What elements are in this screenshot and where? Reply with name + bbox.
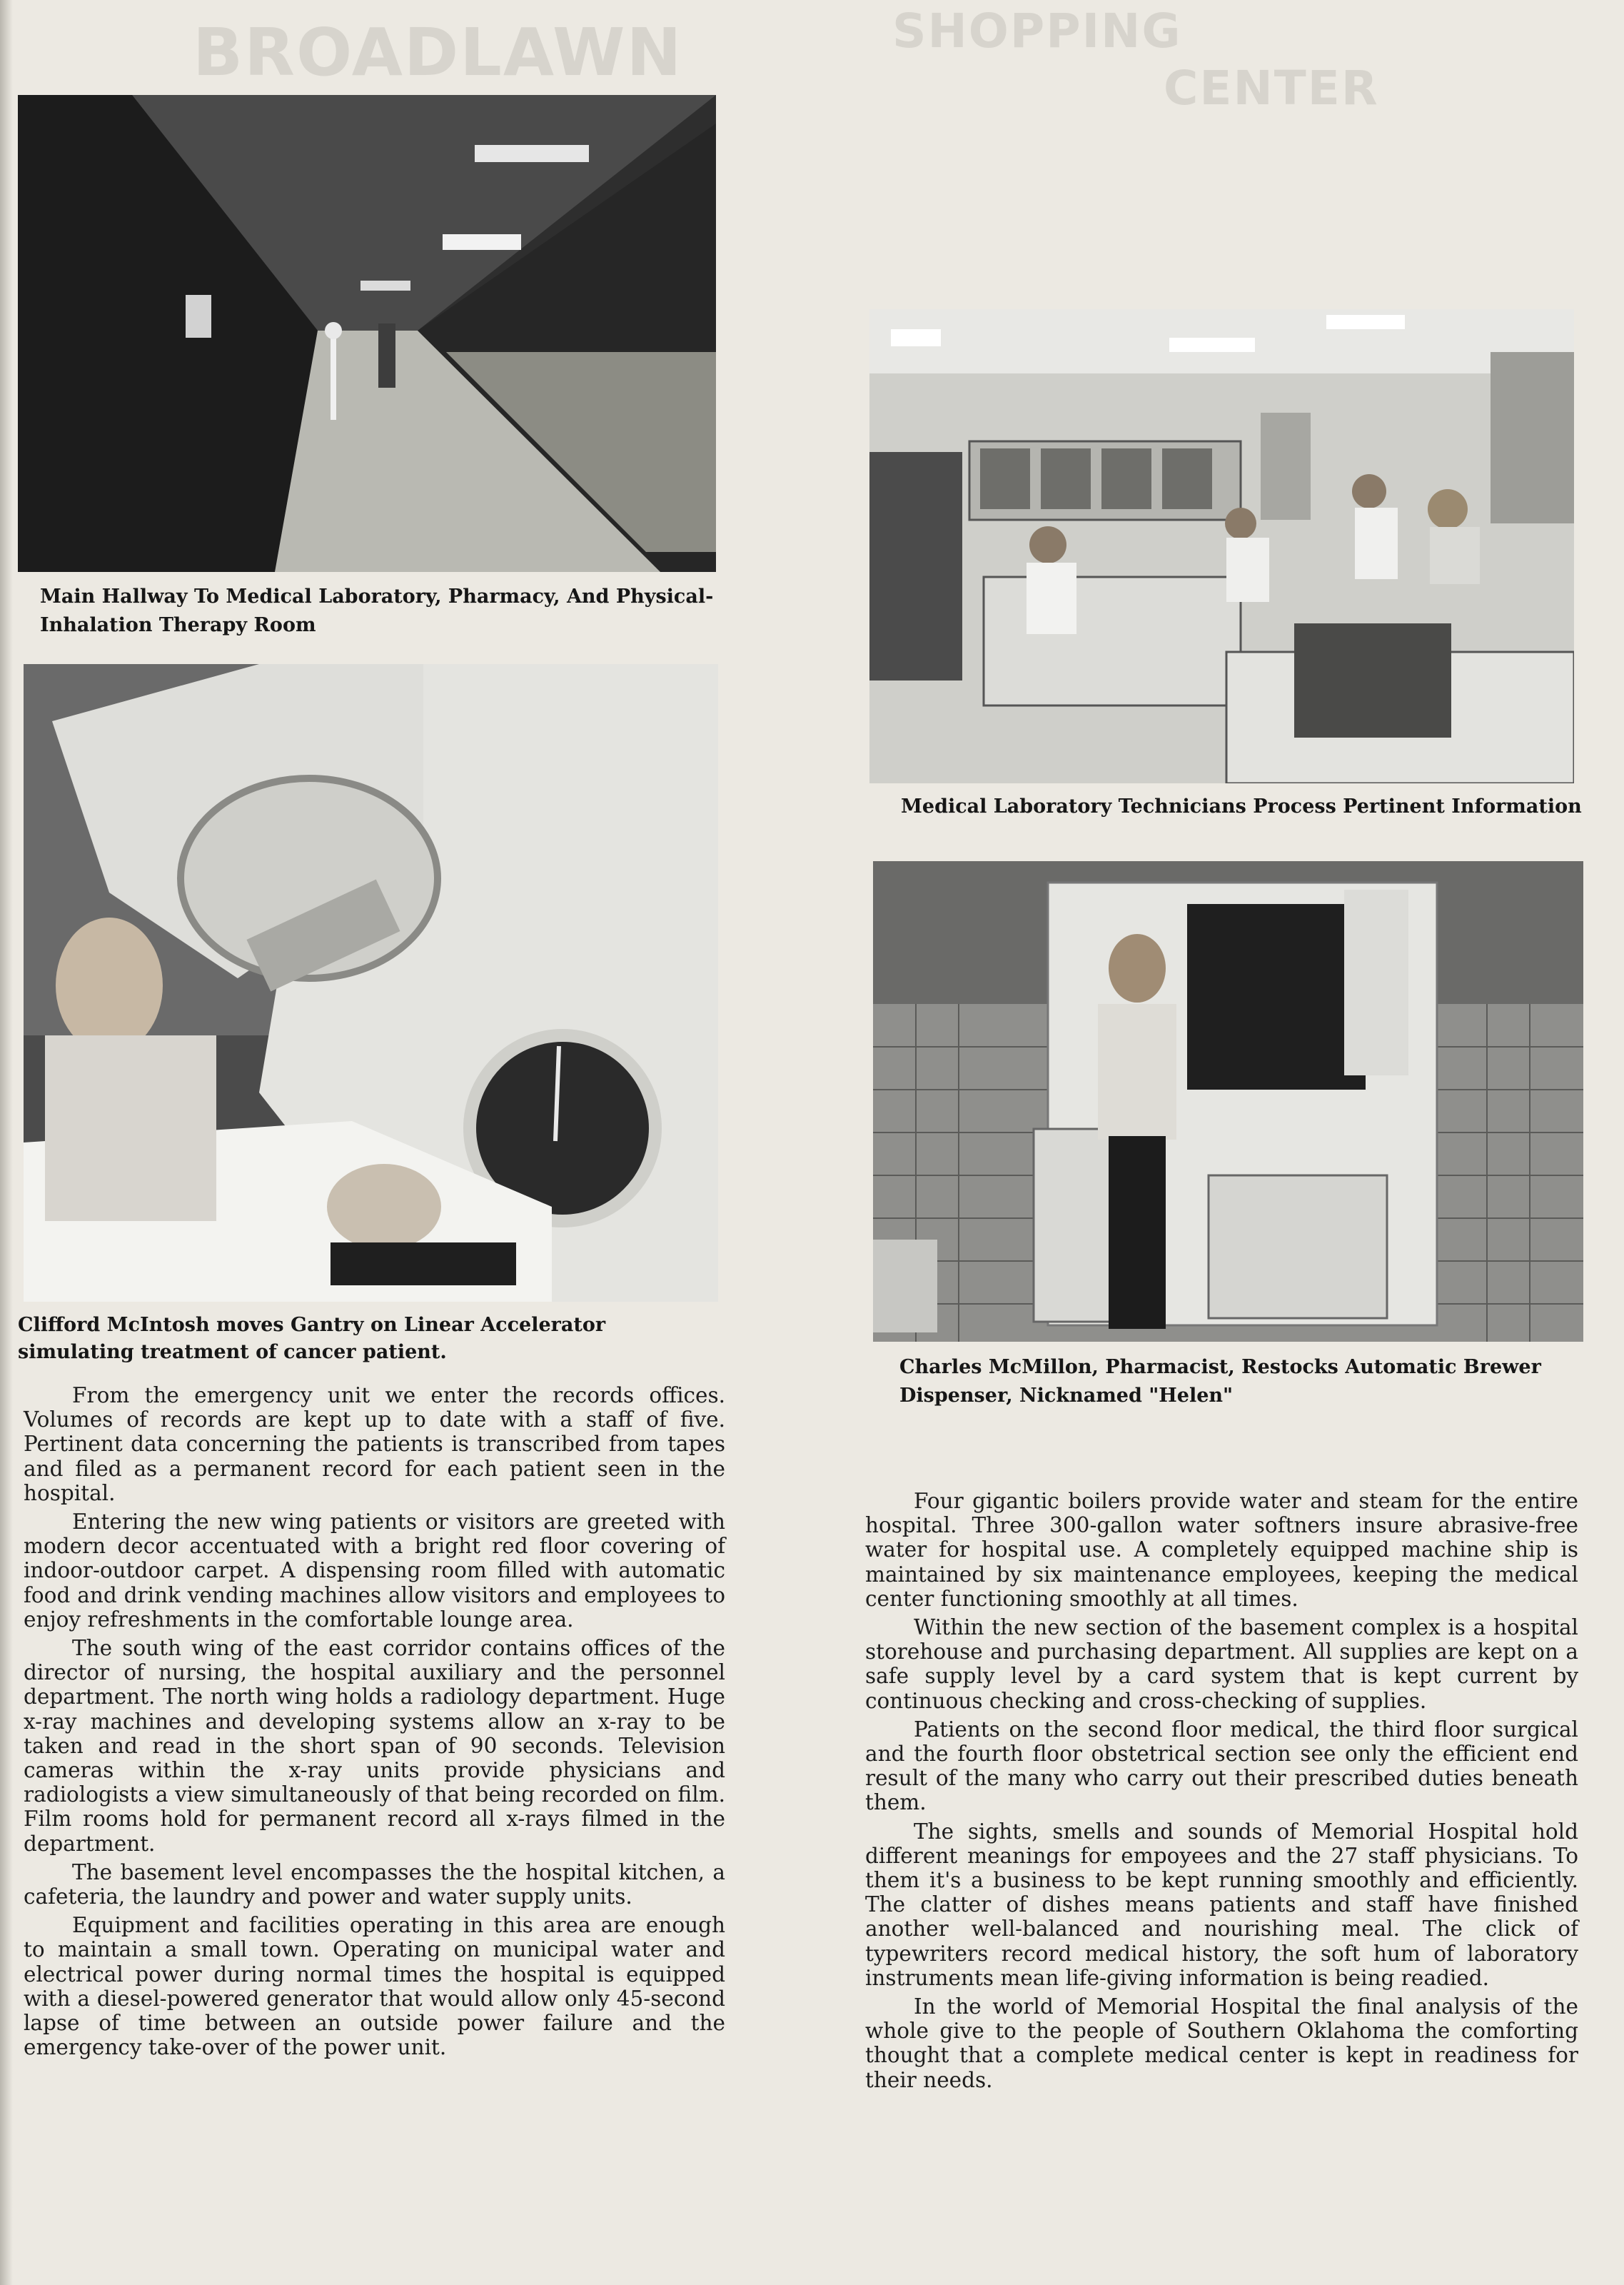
linear-accelerator-photo xyxy=(24,664,718,1302)
laboratory-caption: Medical Laboratory Technicians Process Pertinent Information xyxy=(901,795,1582,818)
page-edge-shadow xyxy=(0,0,13,2285)
pharmacy-caption: Charles McMillon, Pharmacist, Restocks Automatic Brewer Dispenser, Nicknamed "Helen" xyxy=(899,1356,1541,1407)
hallway-photo xyxy=(18,95,716,572)
paragraph: Within the new section of the basement complex is a hospital storehouse and purchasing department. All supplies are kept on a safe supply level by a card system that is kept current by continuous checking and cross-checking of supplies. xyxy=(865,1615,1578,1713)
accelerator-caption: Clifford McIntosh moves Gantry on Linear Accelerator simulating treatment of cancer patient. xyxy=(18,1314,606,1363)
article-left-column xyxy=(24,1383,725,2064)
paragraph: Patients on the second floor medical, the third floor surgical and the fourth floor obstetrical section see only the efficient end result of the many who carry out their prescribed duties beneath them. xyxy=(865,1717,1578,1815)
hallway-caption: Main Hallway To Medical Laboratory, Pharmacy, And Physical-Inhalation Therapy Room xyxy=(40,586,714,636)
show-through-headline-2: SHOPPING xyxy=(892,4,1182,59)
pharmacy-illustration xyxy=(873,861,1583,1342)
paragraph: Entering the new wing patients or visitors are greeted with modern decor accentuated with a bright red floor covering of indoor-outdoor carpet. A dispensing room filled with automatic food and drink vending machines allow visitors and employees to enjoy refreshments in the comfortable lounge area. xyxy=(24,1510,725,1632)
paragraph: The basement level encompasses the the hospital kitchen, a cafeteria, the laundry and power and water supply units. xyxy=(24,1859,725,1909)
hallway-illustration xyxy=(18,95,716,572)
article-right-column xyxy=(865,1489,1578,2096)
show-through-headline: BROADLAWN xyxy=(193,14,683,91)
paragraph: Equipment and facilities operating in this area are enough to maintain a small town. Operating on municipal water and electrical power during normal times the hospital is equipped with a diesel-powered generator that would allow only 45-second lapse of time between an outside power failure and the emergency take-over of the power unit. xyxy=(24,1913,725,2060)
accelerator-illustration xyxy=(24,664,718,1302)
show-through-headline-3: CENTER xyxy=(1164,61,1379,116)
paragraph: The south wing of the east corridor contains offices of the director of nursing, the hospital auxiliary and the personnel department. The north wing holds a radiology department. Huge x-ray machines and developing systems allow an x-ray to be taken and read in the short span of 90 seconds. Television cameras within the x-ray units provide physicians and radiologists a view simultaneously of that being recorded on film. Film rooms hold for permanent record all x-rays filmed in the department. xyxy=(24,1636,725,1856)
paragraph: The sights, smells and sounds of Memorial Hospital hold different meanings for empoyees and the 27 staff physicians. To them it's a business to be kept running smoothly and efficiently. The clatter of dishes means patients and staff have finished another well-balanced and nourishing meal. The click of typewriters record medical history, the soft hum of laboratory instruments mean life-giving information is being readied. xyxy=(865,1819,1578,1990)
pharmacist-photo xyxy=(873,861,1583,1342)
paragraph: From the emergency unit we enter the records offices. Volumes of records are kept up to date with a staff of five. Pertinent data concerning the patients is transcribed from tapes and filed as a permanent record for each patient seen in the hospital. xyxy=(24,1383,725,1505)
paragraph: In the world of Memorial Hospital the final analysis of the whole give to the people of Southern Oklahoma the comforting thought that a complete medical center is kept in readiness for their needs. xyxy=(865,1994,1578,2092)
laboratory-illustration xyxy=(869,309,1574,783)
paragraph: Four gigantic boilers provide water and steam for the entire hospital. Three 300-gallon water softners insure abrasive-free water for hospital use. A completely equipped machine ship is maintained by six maintenance employees, keeping the medical center functioning smoothly at all times. xyxy=(865,1489,1578,1611)
laboratory-photo xyxy=(869,309,1574,783)
